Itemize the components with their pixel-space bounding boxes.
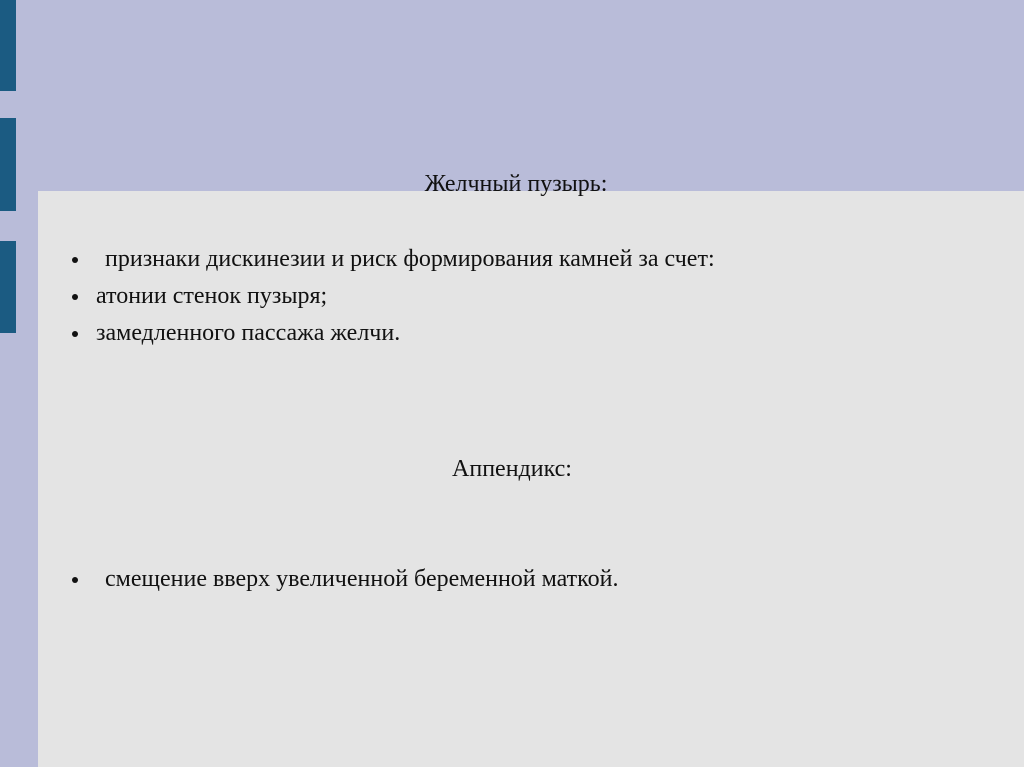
accent-bar-top: [0, 0, 16, 91]
appendix-bullet-list: [72, 561, 618, 598]
list-item: [72, 315, 715, 352]
bullet-icon: [72, 331, 78, 337]
bullet-text: замедленного пассажа желчи.: [96, 320, 401, 346]
gallbladder-heading: Желчный пузырь:: [424, 171, 608, 197]
bullet-icon: [72, 577, 78, 583]
bullet-text: смещение вверх увеличенной беременной маткой.: [105, 566, 619, 592]
appendix-heading: Аппендикс:: [452, 456, 572, 482]
list-item: [72, 561, 618, 598]
gallbladder-bullet-list: [72, 241, 715, 352]
bullet-text: признаки дискинезии и риск формирования камней за счет:: [105, 246, 715, 272]
list-item: [72, 241, 715, 278]
list-item: [72, 278, 715, 315]
bullet-icon: [72, 294, 78, 300]
bullet-text: атонии стенок пузыря;: [96, 283, 328, 309]
accent-bar-bottom: [0, 241, 16, 333]
bullet-icon: [72, 257, 78, 263]
